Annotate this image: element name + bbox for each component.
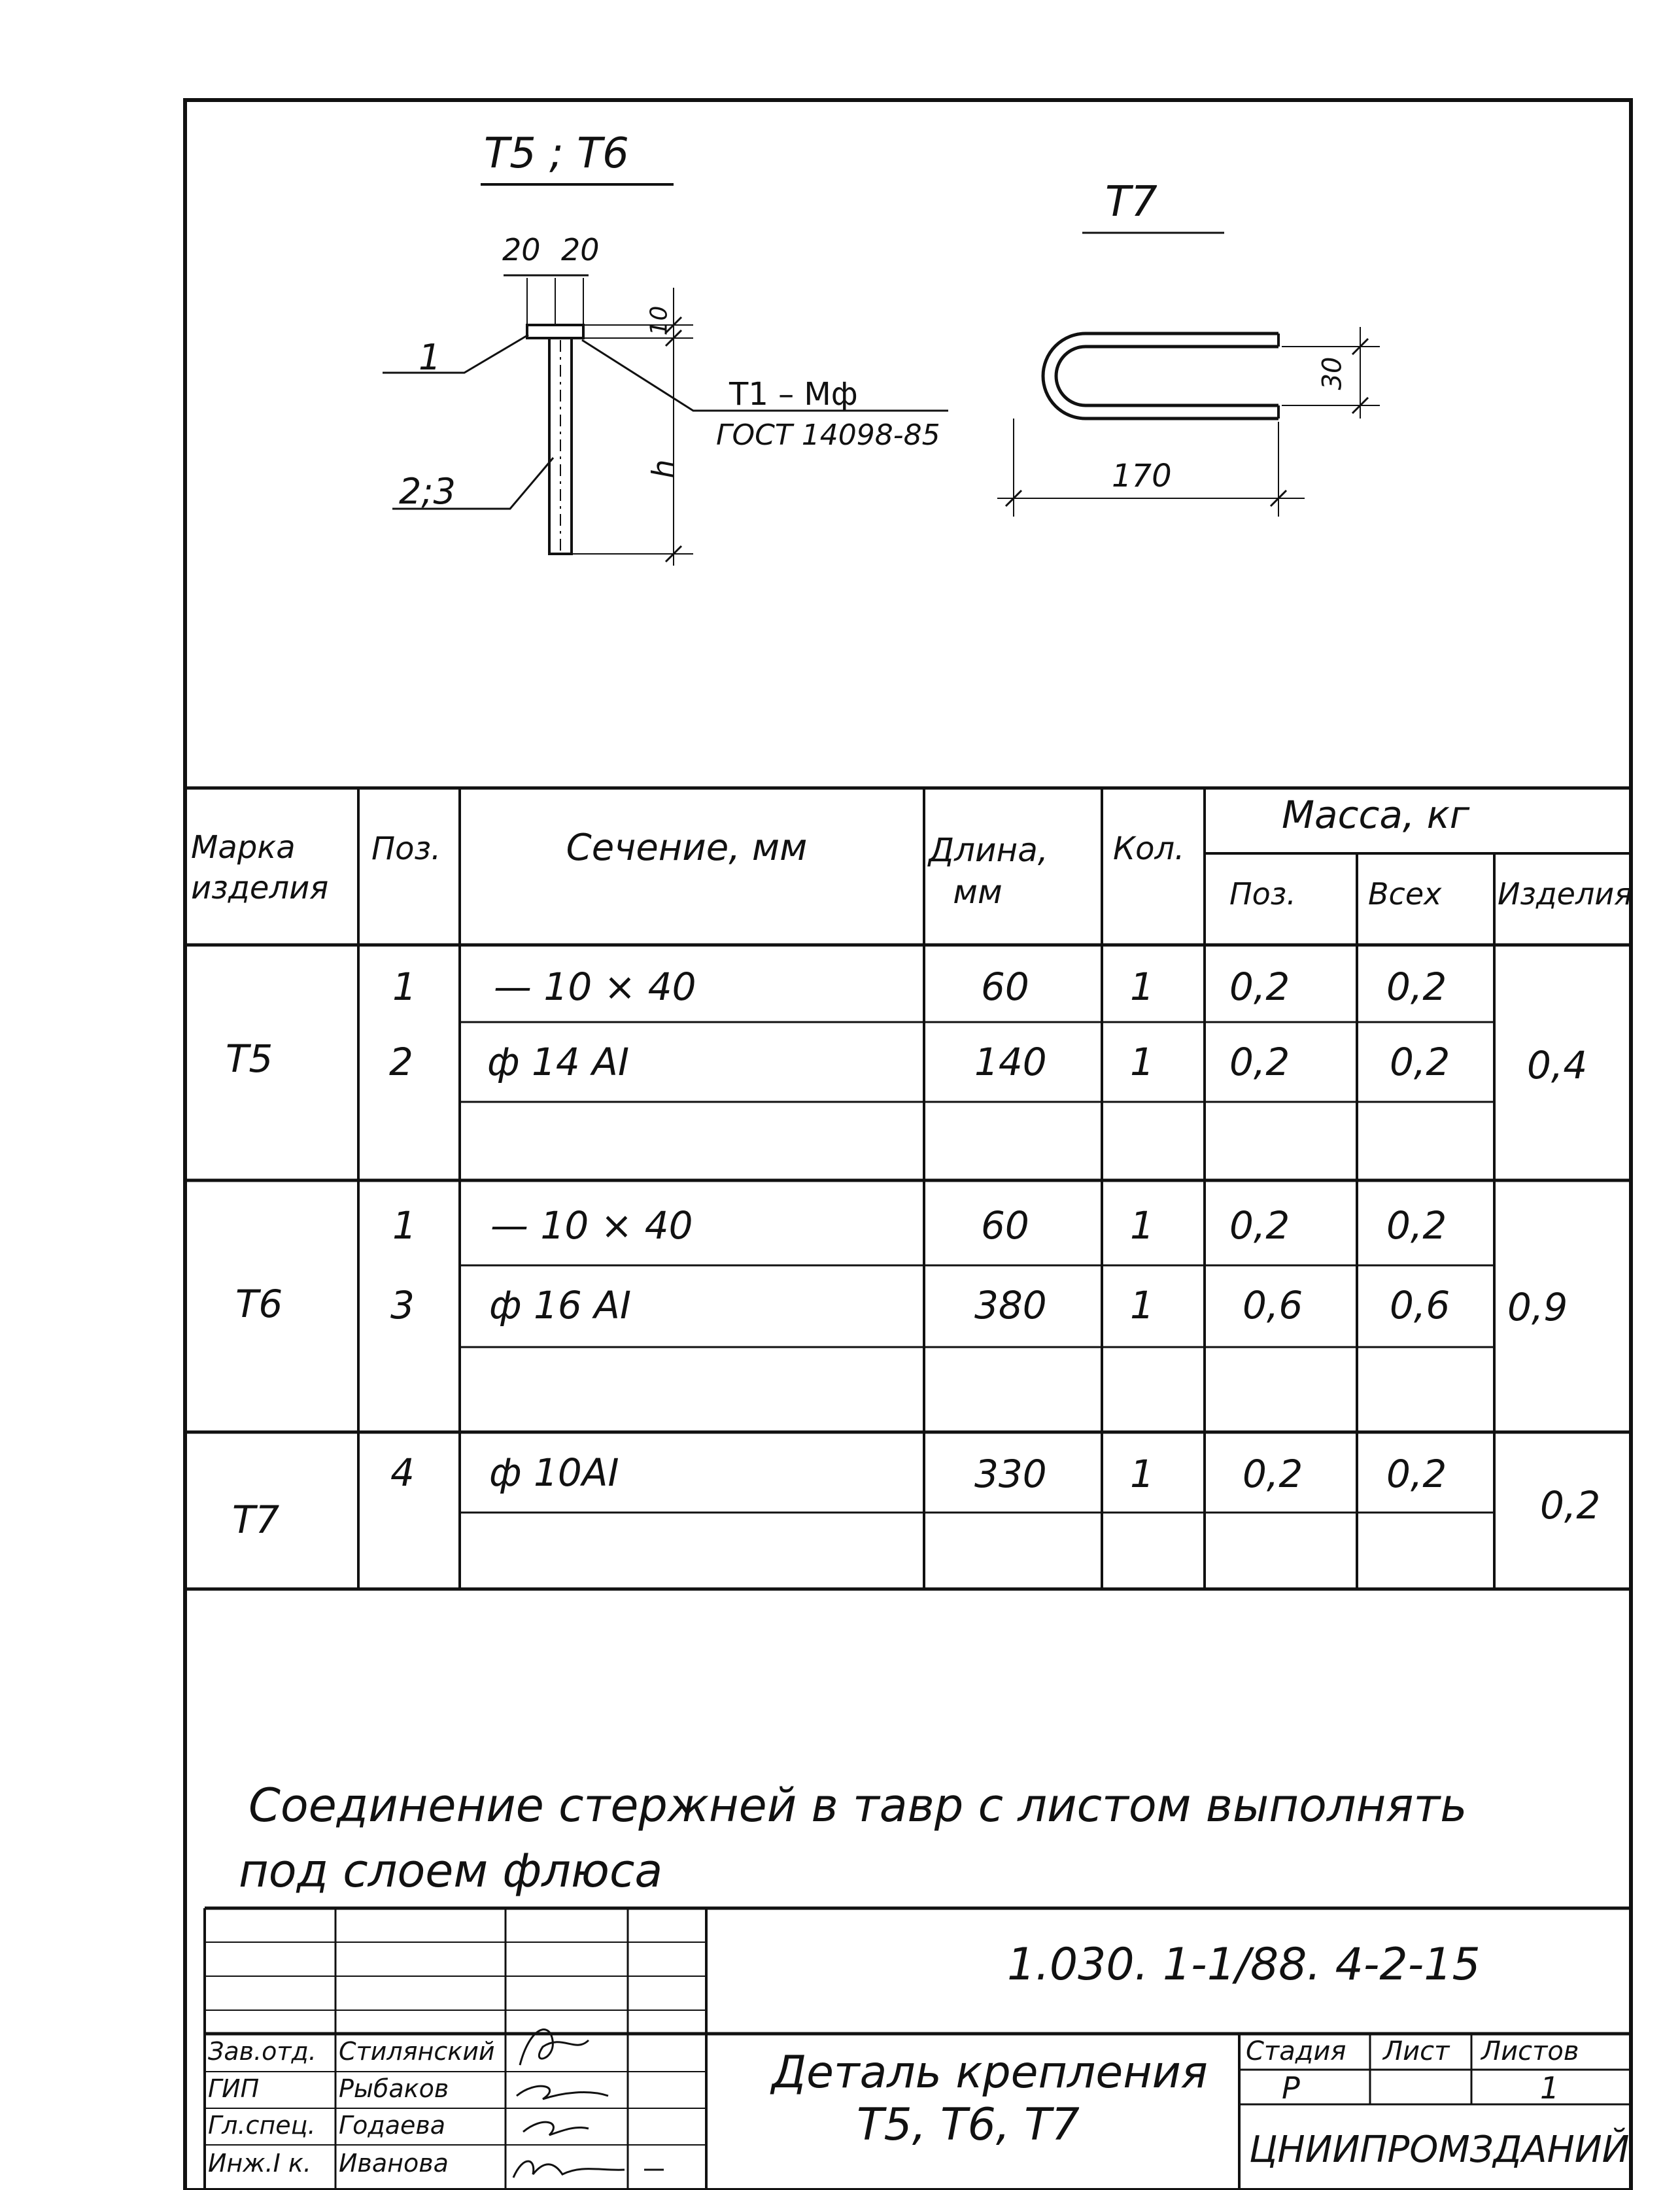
t6-row2-section: ф 16 АI — [489, 1283, 632, 1327]
header-section: Сечение, мм — [566, 827, 808, 869]
header-mass: Масса, кг — [1282, 793, 1470, 837]
t5-row2-mass-pos: 0,2 — [1229, 1040, 1290, 1084]
organization-name: ЦНИИПРОМЗДАНИЙ — [1249, 2129, 1630, 2171]
t5-row1-qty: 1 — [1130, 965, 1154, 1009]
t5-row2-mass-all: 0,2 — [1390, 1040, 1450, 1084]
document-title-line2: Т5, Т6, Т7 — [857, 2099, 1080, 2151]
t7-row1-mass-pos: 0,2 — [1243, 1452, 1303, 1496]
signature-2 — [517, 2086, 608, 2099]
t7-row1-mass-all: 0,2 — [1386, 1452, 1447, 1496]
t6-row1-pos: 1 — [392, 1203, 417, 1248]
sig-role-3: Гл.спец. — [208, 2111, 316, 2140]
t6-item-mass: 0,9 — [1507, 1285, 1568, 1329]
t6-row2-length: 380 — [974, 1283, 1047, 1327]
t5-row1-length: 60 — [981, 965, 1029, 1009]
t6-row1-length: 60 — [981, 1203, 1029, 1248]
t5-row1-section: — 10 × 40 — [494, 965, 696, 1009]
sheets-value: 1 — [1540, 2070, 1560, 2106]
sig-role-1: Зав.отд. — [208, 2037, 317, 2066]
sig-name-3: Годаева — [339, 2111, 446, 2140]
t5-item-mass: 0,4 — [1527, 1043, 1588, 1087]
note-line-1: Соединение стержней в тавр с листом выполнять — [249, 1779, 1467, 1832]
sig-name-2: Рыбаков — [339, 2074, 449, 2103]
stage-label: Стадия — [1246, 2036, 1346, 2066]
t7-item-mass: 0,2 — [1540, 1483, 1601, 1528]
sig-name-1: Стилянский — [339, 2037, 495, 2066]
t5-row1-mass-all: 0,2 — [1386, 965, 1447, 1009]
t6-row2-mass-all: 0,6 — [1390, 1283, 1450, 1327]
t5-row1-pos: 1 — [392, 965, 417, 1009]
t7-row1-section: ф 10АI — [489, 1450, 619, 1495]
weld-standard: ГОСТ 14098-85 — [716, 419, 940, 452]
header-mass-all: Всех — [1368, 876, 1442, 912]
dim-h: h — [645, 459, 681, 479]
signature-3 — [523, 2122, 589, 2135]
document-title-line1: Деталь крепления — [772, 2047, 1208, 2098]
dim-170: 170 — [1112, 458, 1172, 494]
sig-role-4: Инж.I к. — [208, 2149, 311, 2178]
header-mass-pos: Поз. — [1229, 876, 1296, 912]
t5-row2-qty: 1 — [1130, 1040, 1154, 1084]
document-code: 1.030. 1-1/88. 4-2-15 — [1007, 1939, 1481, 1991]
header-mass-item: Изделия — [1498, 876, 1632, 912]
t6-row2-pos: 3 — [390, 1283, 415, 1327]
t7-detail-title: Т7 — [1105, 178, 1157, 226]
t7-row1-pos: 4 — [390, 1450, 415, 1495]
dim-10: 10 — [645, 305, 673, 336]
plate-shape — [527, 325, 583, 338]
mark-t6: Т6 — [235, 1282, 283, 1326]
note-line-2: под слоем флюса — [239, 1844, 663, 1898]
t6-row1-qty: 1 — [1130, 1203, 1154, 1248]
callout-1: 1 — [419, 337, 441, 378]
t7-row1-length: 330 — [974, 1452, 1047, 1496]
t5-row2-pos: 2 — [389, 1040, 413, 1084]
stage-value: Р — [1282, 2070, 1300, 2106]
dim-20-right: 20 — [561, 232, 600, 267]
t6-row1-mass-all: 0,2 — [1386, 1203, 1447, 1248]
t6-row2-qty: 1 — [1130, 1283, 1154, 1327]
t5-row1-mass-pos: 0,2 — [1229, 965, 1290, 1009]
mark-t7: Т7 — [232, 1497, 280, 1542]
sig-role-2: ГИП — [208, 2074, 260, 2103]
t5t6-detail-title: Т5 ; Т6 — [484, 129, 629, 178]
mark-t5: Т5 — [226, 1036, 273, 1081]
signature-4 — [513, 2161, 625, 2178]
dim-30: 30 — [1317, 356, 1348, 390]
dim-20-left: 20 — [502, 232, 541, 267]
t7-row1-qty: 1 — [1130, 1452, 1154, 1496]
sig-name-4: Иванова — [339, 2149, 449, 2178]
weld-symbol: Т1 – Мф — [729, 376, 858, 413]
sheet-label: Лист — [1383, 2036, 1450, 2066]
t6-row1-section: — 10 × 40 — [490, 1203, 693, 1248]
header-pos: Поз. — [371, 830, 441, 867]
t6-row1-mass-pos: 0,2 — [1229, 1203, 1290, 1248]
sheets-label: Листов — [1481, 2036, 1579, 2066]
header-qty: Кол. — [1113, 830, 1185, 867]
header-mark: Марка изделия — [191, 829, 329, 906]
t5-row2-section: ф 14 АI — [487, 1040, 630, 1084]
callout-2-3: 2;3 — [399, 471, 456, 512]
header-length: Длина, мм — [929, 831, 1048, 911]
t6-row2-mass-pos: 0,6 — [1243, 1283, 1303, 1327]
t5-row2-length: 140 — [974, 1040, 1047, 1084]
